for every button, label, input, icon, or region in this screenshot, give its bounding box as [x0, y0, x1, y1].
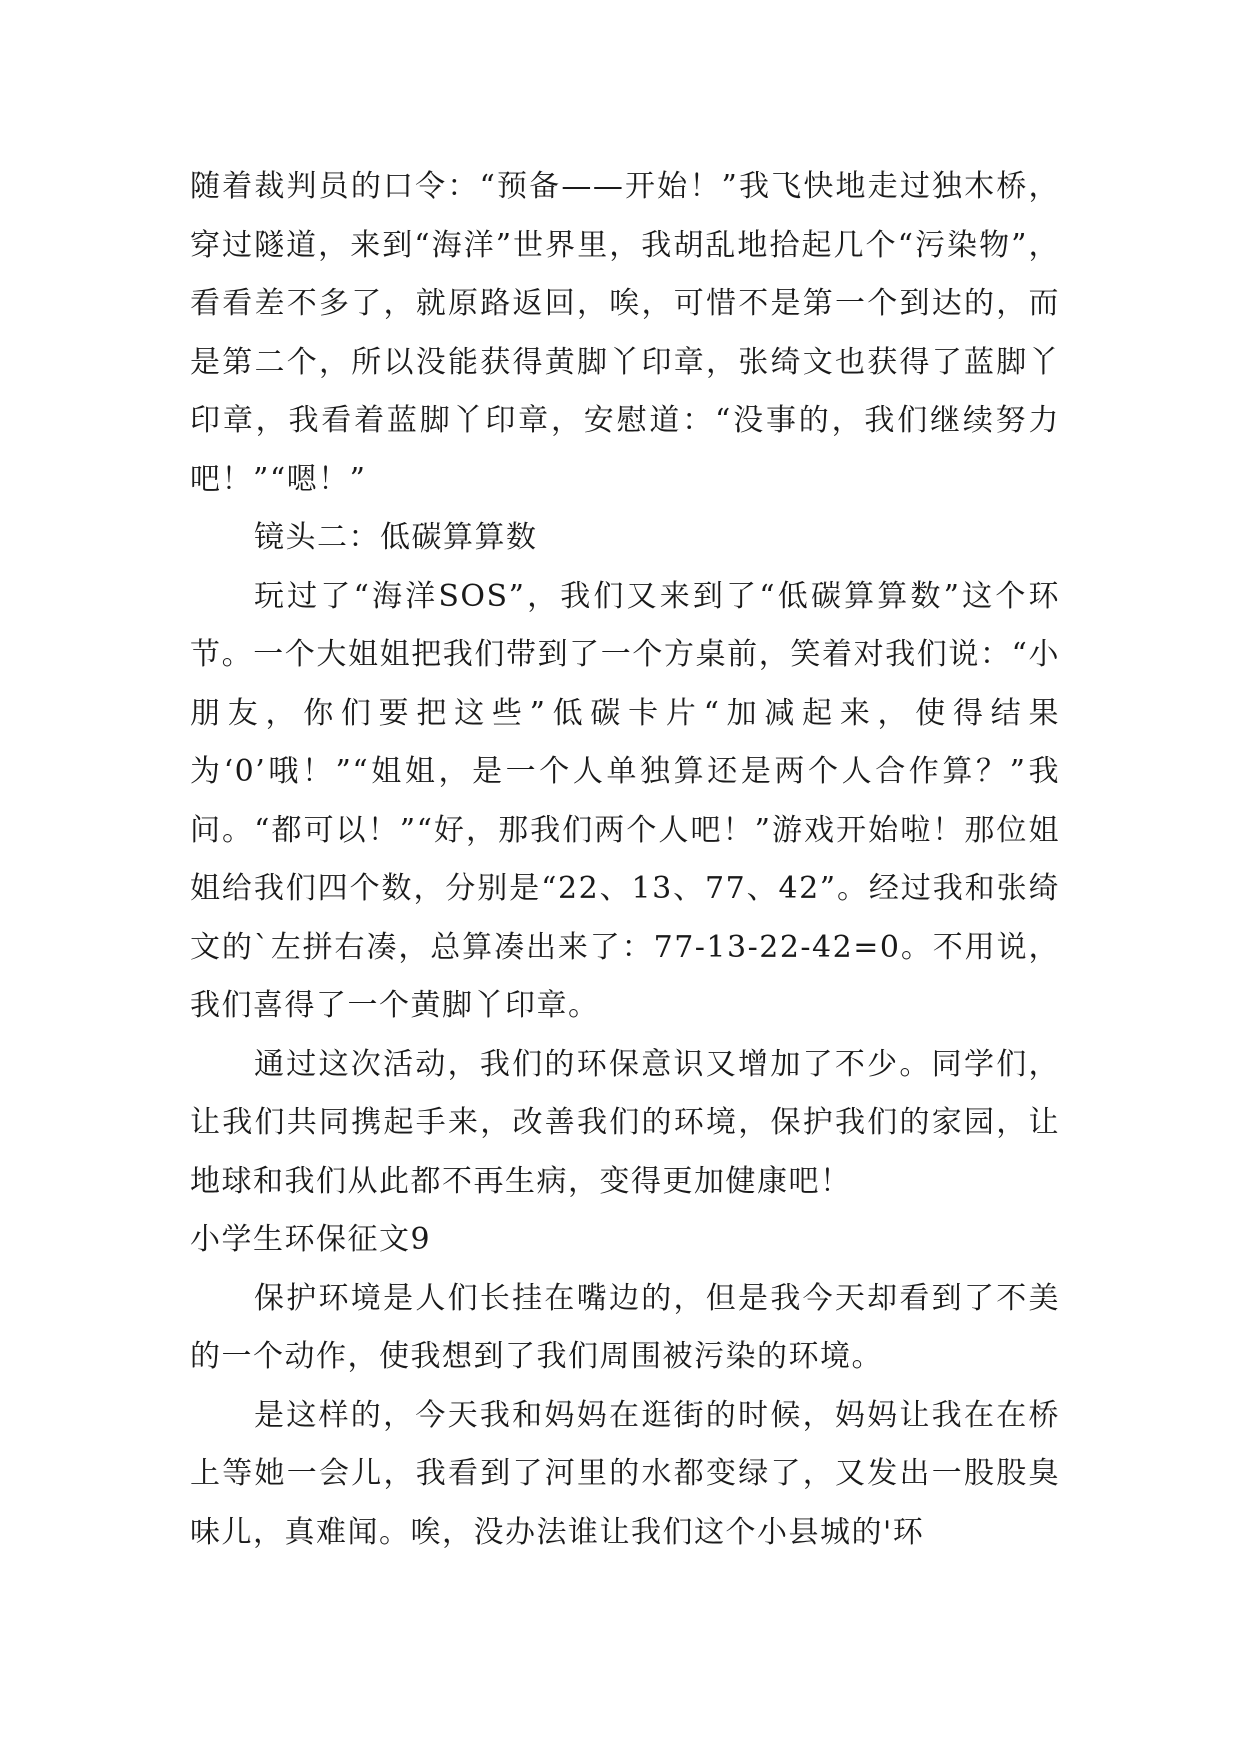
document-page	[190, 158, 1060, 1562]
paragraph-story: 是这样的，今天我和妈妈在逛街的时候，妈妈让我在在桥上等她一会儿，我看到了河里的水都变绿了，又发出一股股臭味儿，真难闻。唉，没办法谁让我们这个小县城的'环	[190, 1397, 1060, 1550]
paragraph-race: 随着裁判员的口令：“预备——开始！”我飞快地走过独木桥，穿过隧道，来到“海洋”世界里，我胡乱地拾起几个“污染物”，看看差不多了，就原路返回，唉，可惜不是第一个到达的，而是第二个，所以没能获得黄脚丫印章，张绮文也获得了蓝脚丫印章，我看着蓝脚丫印章，安慰道：“没事的，我们继续努力吧！”“嗯！”	[190, 169, 1060, 497]
paragraph-intro: 保护环境是人们长挂在嘴边的，但是我今天却看到了不美的一个动作，使我想到了我们周围被污染的环境。	[190, 1280, 1060, 1374]
paragraph-low-carbon-math: 玩过了“海洋SOS”，我们又来到了“低碳算算数”这个环节。一个大姐姐把我们带到了一个方桌前，笑着对我们说：“小朋友，你们要把这些”低碳卡片“加减起来，使得结果为‘0’哦！”“姐姐，是一个人单独算还是两个人合作算？”我问。“都可以！”“好，那我们两个人吧！”游戏开始啦！那位姐姐给我们四个数，分别是“22、13、77、42”。经过我和张绮文的`左拼右凑，总算凑出来了：77-13-22-42=0。不用说，我们喜得了一个黄脚丫印章。	[190, 578, 1060, 1023]
section-heading-shot-two: 镜头二：低碳算算数	[254, 520, 538, 555]
essay-title: 小学生环保征文9	[190, 1222, 432, 1257]
paragraph-conclusion: 通过这次活动，我们的环保意识又增加了不少。同学们，让我们共同携起手来，改善我们的环境，保护我们的家园，让地球和我们从此都不再生病，变得更加健康吧！	[190, 1046, 1060, 1199]
